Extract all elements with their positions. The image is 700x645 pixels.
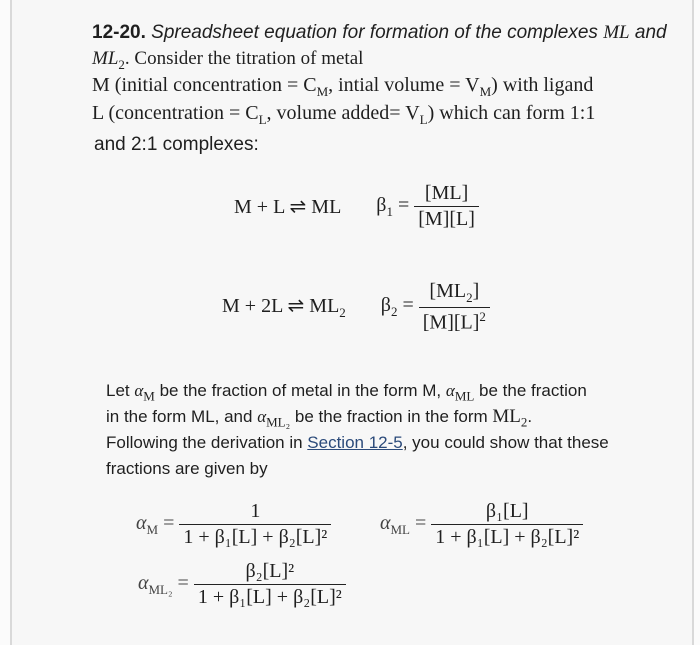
equation-alpha-ml2: $\alpha_{ML_2}$ = $\frac{\text{β₂[L]²}}{\text{1 + β₁[L] + β₂[L]²}}$ (138, 560, 346, 609)
problem-line-4: L (concentration = $C_L$, volume added= $V_L$) which can form 1:1 (92, 102, 596, 127)
problem-line-2: $ML_2$. Consider the titration of metal (92, 48, 364, 72)
alpha-m-fraction: $\frac{1}{\text{1 + β₁[L] + β₂[L]²}}$ (179, 500, 331, 549)
para-line-2: in the form ML, and $\alpha_{ML_2}$ be the fraction in the form $ML_2$. (106, 406, 533, 430)
equation-beta2: M + 2L ⇌ $ML_2$ $\beta_2$ = $\frac{[ML_2]}{[M][L]^2}$ (222, 280, 490, 335)
section-12-5-link[interactable]: Section 12-5 (307, 433, 403, 452)
beta2-fraction: $\frac{[ML_2]}{[M][L]^2}$ (419, 280, 490, 335)
alpha-ml2-fraction: $\frac{\text{β₂[L]²}}{\text{1 + β₁[L] + β₂[L]²}}$ (194, 560, 346, 609)
equation-beta1: M + L ⇌ ML $\beta_1$ = $\frac{[ML]}{[M][L]}$ (234, 182, 479, 231)
para-line-3: Following the derivation in Section 12-5, you could show that these (106, 433, 609, 452)
document-page (10, 0, 694, 645)
equation-alpha-ml: $\alpha_{ML}$ = $\frac{\text{β₁[L]}}{\text{1 + β₁[L] + β₂[L]²}}$ (380, 500, 583, 549)
problem-title: Spreadsheet equation for formation of the complexes (151, 22, 598, 43)
reaction-2: M + 2L ⇌ $ML_2$ (222, 295, 346, 321)
problem-line-3: M (initial concentration = $C_M$, intial volume = $V_M$) with ligand (92, 74, 594, 99)
equation-alpha-m: $\alpha_M$ = $\frac{1}{\text{1 + β₁[L] + β₂[L]²}}$ (136, 500, 331, 549)
reaction-1: M + L ⇌ ML (234, 196, 342, 218)
beta1-fraction: $\frac{[ML]}{[M][L]}$ (414, 182, 479, 231)
problem-number: 12-20. (92, 22, 146, 43)
para-line-4: fractions are given by (106, 459, 268, 478)
para-line-1: Let $\alpha_M$ be the fraction of metal in the form M, $\alpha_{ML}$ be the fraction (106, 381, 587, 404)
alpha-ml-fraction: $\frac{\text{β₁[L]}}{\text{1 + β₁[L] + β₂[L]²}}$ (431, 500, 583, 549)
problem-line-1: 12-20. Spreadsheet equation for formation of the complexes ML and (92, 22, 667, 43)
problem-line-5: and 2:1 complexes: (94, 134, 259, 155)
